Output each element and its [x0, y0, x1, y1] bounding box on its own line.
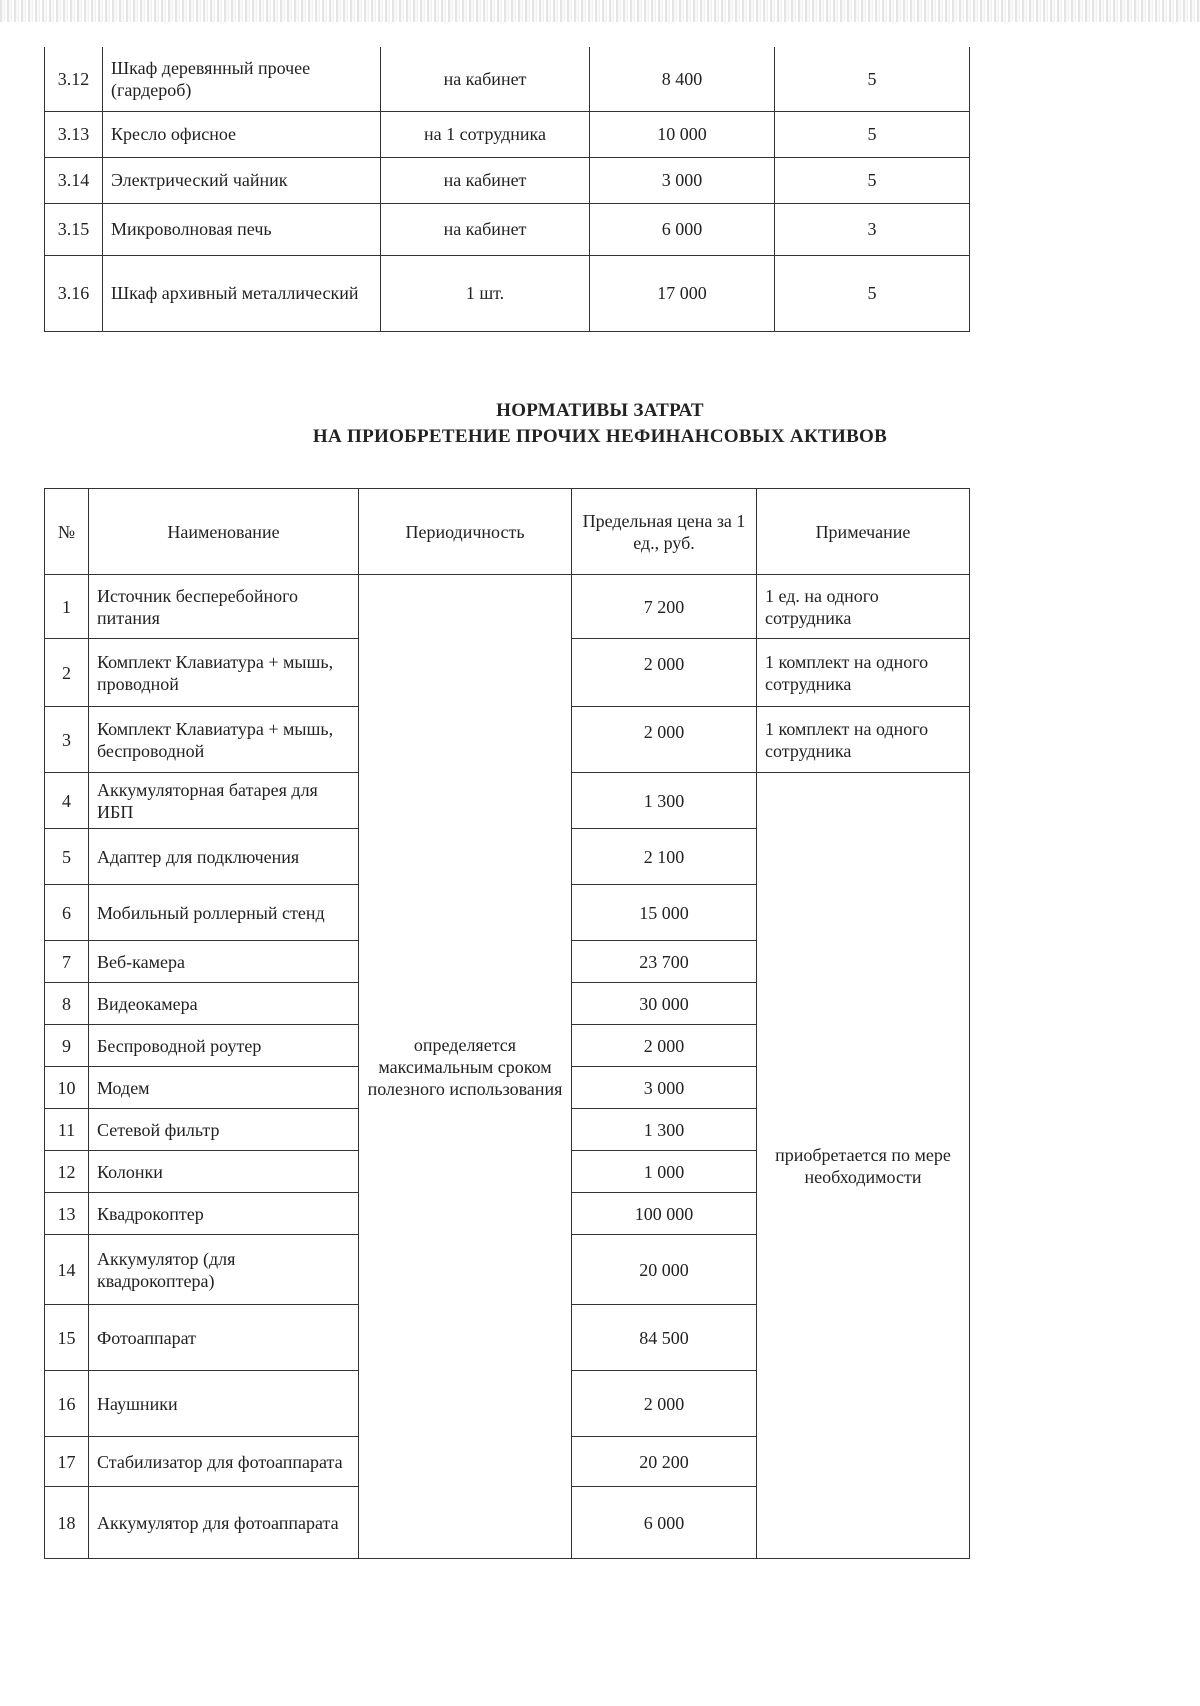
item-name: Мобильный роллерный стенд — [89, 885, 359, 941]
equipment-table-body — [45, 47, 970, 331]
table-row — [45, 203, 970, 255]
item-name: Аккумулятор для фотоаппарата — [89, 1487, 359, 1559]
table-row — [45, 47, 970, 111]
item-note: 1 комплект на одного сотрудника — [757, 707, 970, 773]
item-quantity-norm: на 1 сотрудника — [381, 111, 590, 157]
item-quantity-norm: на кабинет — [381, 203, 590, 255]
header-name: Наименование — [89, 489, 359, 575]
item-price: 17 000 — [590, 255, 775, 331]
header-note: Примечание — [757, 489, 970, 575]
item-name: Сетевой фильтр — [89, 1109, 359, 1151]
row-number: 5 — [45, 829, 89, 885]
row-number: 17 — [45, 1437, 89, 1487]
item-price: 6 000 — [590, 203, 775, 255]
table-row — [45, 255, 970, 331]
item-service-years: 5 — [775, 157, 970, 203]
item-name: Веб-камера — [89, 941, 359, 983]
item-max-price: 30 000 — [572, 983, 757, 1025]
header-num: № — [45, 489, 89, 575]
non-financial-assets-table — [44, 488, 970, 1559]
row-number: 10 — [45, 1067, 89, 1109]
item-max-price: 2 000 — [572, 639, 757, 707]
item-name: Беспроводной роутер — [89, 1025, 359, 1067]
item-name: Фотоаппарат — [89, 1305, 359, 1371]
item-quantity-norm: на кабинет — [381, 157, 590, 203]
item-max-price: 1 300 — [572, 1109, 757, 1151]
item-name: Видеокамера — [89, 983, 359, 1025]
item-max-price: 1 300 — [572, 773, 757, 829]
row-number: 16 — [45, 1371, 89, 1437]
row-number: 18 — [45, 1487, 89, 1559]
row-number: 9 — [45, 1025, 89, 1067]
item-service-years: 3 — [775, 203, 970, 255]
table-row — [45, 111, 970, 157]
table-row — [45, 157, 970, 203]
item-max-price: 2 000 — [572, 1025, 757, 1067]
row-number: 14 — [45, 1235, 89, 1305]
header-period: Периодичность — [359, 489, 572, 575]
item-quantity-norm: 1 шт. — [381, 255, 590, 331]
item-max-price: 2 000 — [572, 1371, 757, 1437]
row-number: 3.15 — [45, 203, 103, 255]
item-name: Квадрокоптер — [89, 1193, 359, 1235]
row-number: 3.14 — [45, 157, 103, 203]
item-price: 8 400 — [590, 47, 775, 111]
item-name: Электрический чайник — [103, 157, 381, 203]
item-name: Шкаф деревянный прочее (гардероб) — [103, 47, 381, 111]
periodicity-cell: определяется максимальным сроком полезного использования — [359, 575, 572, 1559]
item-name: Кресло офисное — [103, 111, 381, 157]
item-max-price: 2 000 — [572, 707, 757, 773]
item-note: 1 комплект на одного сотрудника — [757, 639, 970, 707]
row-number: 3.13 — [45, 111, 103, 157]
item-name: Наушники — [89, 1371, 359, 1437]
scan-edge-artifact — [0, 0, 1200, 22]
row-number: 3.16 — [45, 255, 103, 331]
item-max-price: 20 000 — [572, 1235, 757, 1305]
table-row — [45, 575, 970, 639]
row-number: 15 — [45, 1305, 89, 1371]
item-max-price: 15 000 — [572, 885, 757, 941]
item-price: 3 000 — [590, 157, 775, 203]
item-max-price: 100 000 — [572, 1193, 757, 1235]
header-price: Предельная цена за 1 ед., руб. — [572, 489, 757, 575]
row-number: 11 — [45, 1109, 89, 1151]
item-service-years: 5 — [775, 47, 970, 111]
item-max-price: 2 100 — [572, 829, 757, 885]
item-name: Источник бесперебойного питания — [89, 575, 359, 639]
item-max-price: 84 500 — [572, 1305, 757, 1371]
item-name: Шкаф архивный металлический — [103, 255, 381, 331]
row-number: 3 — [45, 707, 89, 773]
item-max-price: 7 200 — [572, 575, 757, 639]
item-name: Микроволновая печь — [103, 203, 381, 255]
item-service-years: 5 — [775, 255, 970, 331]
row-number: 6 — [45, 885, 89, 941]
item-max-price: 20 200 — [572, 1437, 757, 1487]
item-max-price: 1 000 — [572, 1151, 757, 1193]
item-max-price: 6 000 — [572, 1487, 757, 1559]
item-name: Аккумулятор (для квадрокоптера) — [89, 1235, 359, 1305]
table-header-row — [45, 489, 970, 575]
item-max-price: 23 700 — [572, 941, 757, 983]
row-number: 1 — [45, 575, 89, 639]
item-name: Адаптер для подключения — [89, 829, 359, 885]
item-price: 10 000 — [590, 111, 775, 157]
item-max-price: 3 000 — [572, 1067, 757, 1109]
item-name: Комплект Клавиатура + мышь, проводной — [89, 639, 359, 707]
item-name: Модем — [89, 1067, 359, 1109]
merged-note-cell: приобретается по мере необходимости — [757, 773, 970, 1559]
item-quantity-norm: на кабинет — [381, 47, 590, 111]
section-title-line-1: НОРМАТИВЫ ЗАТРАТ — [496, 400, 704, 421]
row-number: 13 — [45, 1193, 89, 1235]
row-number: 8 — [45, 983, 89, 1025]
section-title-line-2: НА ПРИОБРЕТЕНИЕ ПРОЧИХ НЕФИНАНСОВЫХ АКТИВОВ — [312, 426, 888, 447]
item-service-years: 5 — [775, 111, 970, 157]
item-note: 1 ед. на одного сотрудника — [757, 575, 970, 639]
equipment-table-continued — [44, 47, 970, 332]
row-number: 12 — [45, 1151, 89, 1193]
item-name: Стабилизатор для фотоаппарата — [89, 1437, 359, 1487]
row-number: 2 — [45, 639, 89, 707]
row-number: 3.12 — [45, 47, 103, 111]
item-name: Колонки — [89, 1151, 359, 1193]
item-name: Аккумуляторная батарея для ИБП — [89, 773, 359, 829]
item-name: Комплект Клавиатура + мышь, беспроводной — [89, 707, 359, 773]
row-number: 7 — [45, 941, 89, 983]
row-number: 4 — [45, 773, 89, 829]
non-financial-assets-body — [45, 575, 970, 1559]
